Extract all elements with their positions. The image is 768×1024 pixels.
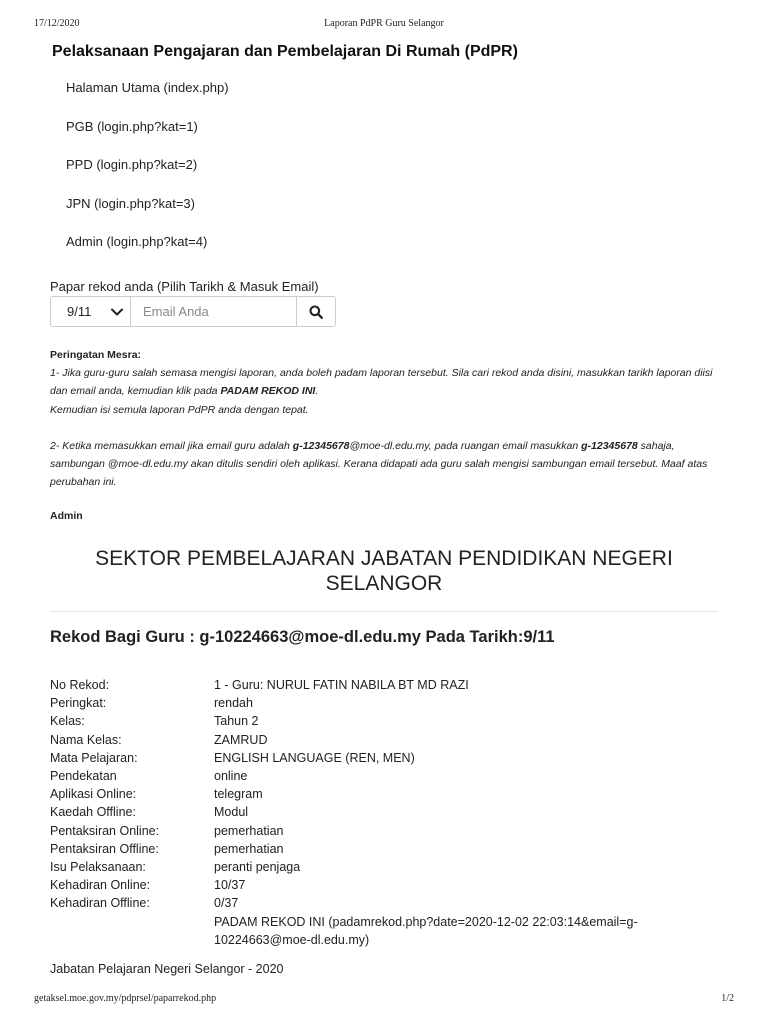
record-value: 10/37 [214, 878, 246, 893]
nav-link-jpn[interactable]: JPN (login.php?kat=3) [66, 195, 195, 211]
search-icon [309, 305, 323, 319]
record-label: Aplikasi Online: [50, 787, 137, 802]
print-url: getaksel.moe.gov.my/pdprsel/paparrekod.php [34, 993, 217, 1004]
date-select-value: 9/11 [67, 304, 92, 319]
print-page-number: 1/2 [721, 993, 734, 1004]
record-label: Kelas: [50, 714, 85, 729]
notice-p1-end: . [315, 385, 319, 398]
record-value: pemerhatian [214, 841, 284, 856]
search-button[interactable] [297, 296, 336, 327]
record-row [50, 840, 730, 858]
record-label: Kaedah Offline: [50, 805, 136, 820]
record-label: Isu Pelaksanaan: [50, 860, 146, 875]
notice-paragraph-2 [50, 437, 722, 492]
print-date: 17/12/2020 [34, 18, 80, 29]
record-value: 1 - Guru: NURUL FATIN NABILA BT MD RAZI [214, 678, 469, 692]
record-value: Tahun 2 [214, 714, 259, 729]
record-label: Peringkat: [50, 696, 107, 711]
record-row [50, 712, 730, 730]
delete-record-link[interactable]: PADAM REKOD INI (padamrekod.php?date=2020-12-02 22:03:14&email=g-10224663@moe-dl.edu.my) [214, 914, 638, 947]
record-row [50, 785, 730, 803]
notice-block [50, 346, 722, 526]
record-label: Kehadiran Online: [50, 878, 151, 893]
nav-link-home[interactable]: Halaman Utama (index.php) [66, 80, 229, 95]
record-row [50, 803, 730, 821]
record-row [50, 767, 730, 785]
record-value: ENGLISH LANGUAGE (REN, MEN) [214, 750, 415, 765]
record-row [50, 858, 730, 876]
record-value: Modul [214, 805, 249, 820]
notice-p2-bold-2: g-12345678 [581, 439, 638, 452]
site-title: Pelaksanaan Pengajaran dan Pembelajaran Di Rumah (PdPR) [52, 43, 518, 60]
print-title: Laporan PdPR Guru Selangor [324, 18, 444, 29]
sector-heading: SEKTOR PEMBELAJARAN JABATAN PENDIDIKAN NEGERI SELANGOR [95, 547, 673, 595]
record-label: Kehadiran Offline: [50, 896, 150, 911]
notice-heading: Peringatan Mesra: [50, 349, 142, 361]
notice-paragraph-1 [50, 364, 722, 400]
notice-p2-text: 2- Ketika memasukkan email jika email guru adalah [50, 439, 293, 452]
notice-admin-signature: Admin [50, 510, 83, 523]
record-label: Pendekatan [50, 769, 117, 784]
nav-menu [66, 80, 229, 273]
notice-p1-bold: PADAM REKOD INI [220, 385, 316, 398]
record-value: rendah [214, 696, 253, 711]
email-input-placeholder: Email Anda [143, 304, 209, 319]
record-label: No Rekod: [50, 678, 110, 692]
nav-link-pgb[interactable]: PGB (login.php?kat=1) [66, 118, 198, 134]
record-row [50, 749, 730, 767]
record-label: Nama Kelas: [50, 732, 122, 747]
record-row [50, 694, 730, 712]
email-input[interactable] [131, 296, 297, 327]
nav-link-ppd[interactable]: PPD (login.php?kat=2) [66, 157, 198, 172]
record-value: 0/37 [214, 896, 239, 911]
record-label: Pentaksiran Offline: [50, 841, 159, 856]
record-label: Mata Pelajaran: [50, 750, 138, 765]
record-label: Pentaksiran Online: [50, 823, 160, 838]
search-label: Papar rekod anda (Pilih Tarikh & Masuk Email) [50, 279, 319, 294]
record-row [50, 822, 730, 840]
record-value: pemerhatian [214, 823, 284, 838]
record-row [50, 731, 730, 749]
record-table [50, 676, 730, 949]
date-select[interactable] [50, 296, 131, 327]
record-value: online [214, 769, 248, 784]
record-row [50, 676, 730, 694]
notice-p2-mid: @moe-dl.edu.my, pada ruangan email masukkan [349, 439, 582, 452]
notice-paragraph-1-cont: Kemudian isi semula laporan PdPR anda dengan tepat. [50, 403, 309, 416]
nav-link-admin[interactable]: Admin (login.php?kat=4) [66, 234, 208, 249]
record-heading: Rekod Bagi Guru : g-10224663@moe-dl.edu.my Pada Tarikh:9/11 [50, 628, 555, 646]
record-value: telegram [214, 787, 263, 802]
record-row [50, 876, 730, 894]
record-value: peranti penjaga [214, 860, 301, 875]
search-form [50, 296, 336, 327]
record-value: ZAMRUD [214, 732, 268, 747]
footer-text: Jabatan Pelajaran Negeri Selangor - 2020 [50, 962, 284, 976]
notice-p2-bold-1: g-12345678 [292, 439, 350, 452]
divider [50, 611, 718, 612]
record-row [50, 894, 730, 912]
notice-p1-text: 1- Jika guru-guru salah semasa mengisi laporan, anda boleh padam laporan tersebut. Sila cari rekod anda disini, masukkan tarikh laporan diisi dan email anda, kemudian klik pada [50, 367, 713, 398]
notice-p2-end: sahaja, sambungan @moe-dl.edu.my akan ditulis sendiri oleh aplikasi. Kerana didapati ada guru salah mengisi sambungan email tersebut. Maaf atas perubahan ini. [50, 439, 708, 489]
chevron-down-icon [111, 308, 123, 316]
